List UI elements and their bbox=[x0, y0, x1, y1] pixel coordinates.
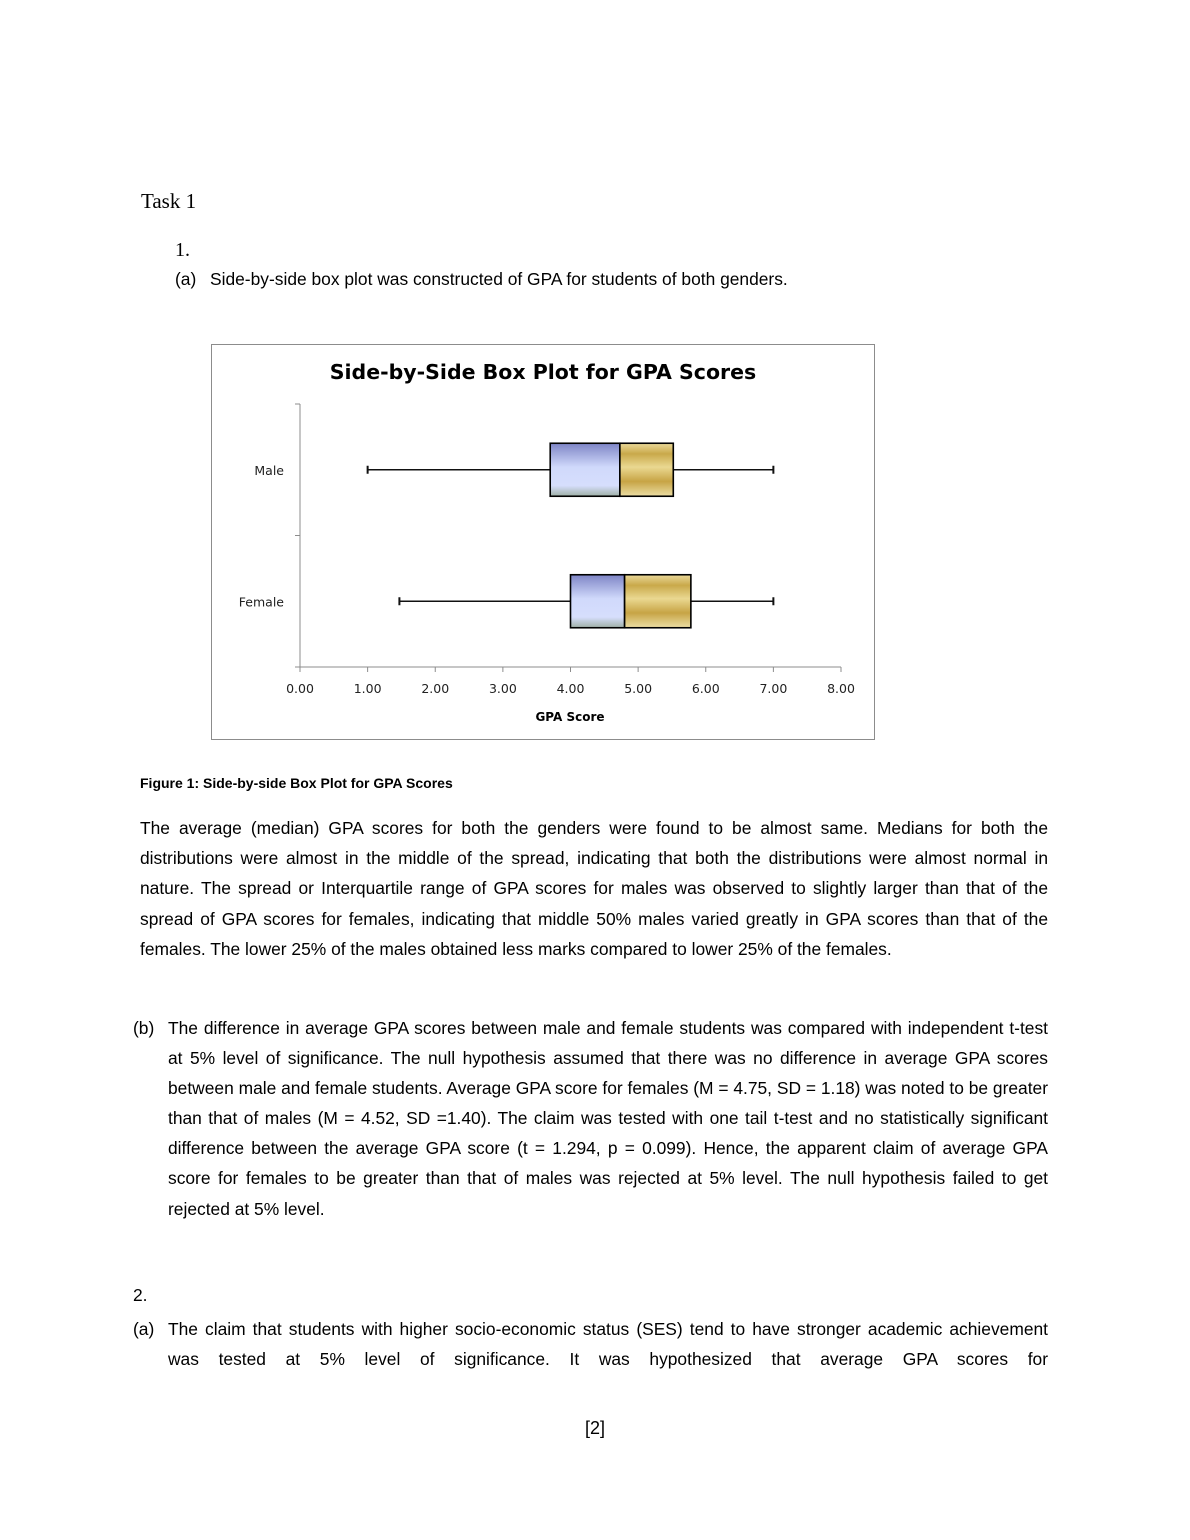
question-1b bbox=[133, 1013, 1048, 1224]
y-category-label: Male bbox=[254, 462, 284, 478]
question-1a-label: (a) bbox=[175, 269, 197, 289]
question-1a bbox=[175, 264, 895, 294]
chart-title: Side-by-Side Box Plot for GPA Scores bbox=[329, 360, 757, 384]
question-2a-label: (a) bbox=[133, 1319, 155, 1339]
question-2-number: 2. bbox=[133, 1285, 148, 1305]
x-tick-label: 6.00 bbox=[691, 681, 720, 696]
page-number: [2] bbox=[584, 1418, 605, 1438]
y-category-label: Female bbox=[238, 594, 284, 610]
chart-boxes bbox=[368, 443, 774, 628]
question-1b-text: The difference in average GPA scores between male and female students was compared with independent t-test at 5% level of significance. The null hypothesis assumed that there was no difference in average GPA scores between male and female students. Average GPA score for females (M = 4.75, SD = 1.18) was noted to be greater than that of males (M = 4.52, SD =1.40). The claim was tested with one tail t-test and no statistically significant difference between the average GPA score (t = 1.294, p = 0.099). Hence, the apparent claim of average GPA score for females to be greater than that of males was rejected at 5% level. The null hypothesis failed to get rejected at 5% level. bbox=[168, 1018, 1049, 1219]
upper-box-median-q3 bbox=[620, 443, 673, 496]
chart-axes bbox=[239, 404, 855, 696]
x-tick-label: 5.00 bbox=[624, 681, 653, 696]
task-heading: Task 1 bbox=[141, 189, 197, 213]
figure-caption: Figure 1: Side-by-side Box Plot for GPA Scores bbox=[140, 775, 453, 791]
question-2a bbox=[133, 1314, 1048, 1374]
question-2a-text: The claim that students with higher socio-economic status (SES) tend to have stronger academic achievement was tested at 5% level of significance. It was hypothesized that average GPA scores for bbox=[168, 1319, 1048, 1369]
lower-box-q1-median bbox=[571, 575, 625, 628]
question-1b-label: (b) bbox=[133, 1018, 155, 1038]
question-1a-discussion: The average (median) GPA scores for both the genders were found to be almost same. Medians for both the distributions were almost in the middle of the spread, indicating that both the distributions were almost normal in nature. The spread or Interquartile range of GPA scores for males was observed to slightly larger than that of the spread of GPA scores for females, indicating that middle 50% males varied greatly in GPA scores than that of the females. The lower 25% of the males obtained less marks compared to lower 25% of the females. bbox=[140, 818, 1048, 959]
x-tick-label: 0.00 bbox=[286, 681, 314, 696]
x-tick-label: 4.00 bbox=[556, 681, 585, 696]
question-1a-text: Side-by-side box plot was constructed of GPA for students of both genders. bbox=[210, 269, 788, 289]
upper-box-median-q3 bbox=[625, 575, 691, 628]
lower-box-q1-median bbox=[550, 443, 620, 496]
x-tick-label: 8.00 bbox=[827, 681, 855, 696]
x-tick-label: 1.00 bbox=[353, 681, 382, 696]
question-1-number: 1. bbox=[175, 239, 190, 261]
x-axis-label: GPA Score bbox=[535, 710, 605, 724]
x-tick-label: 3.00 bbox=[488, 681, 517, 696]
box-plot-svg bbox=[212, 345, 876, 741]
box-plot-chart bbox=[211, 344, 875, 740]
x-tick-label: 7.00 bbox=[759, 681, 788, 696]
x-tick-label: 2.00 bbox=[421, 681, 450, 696]
